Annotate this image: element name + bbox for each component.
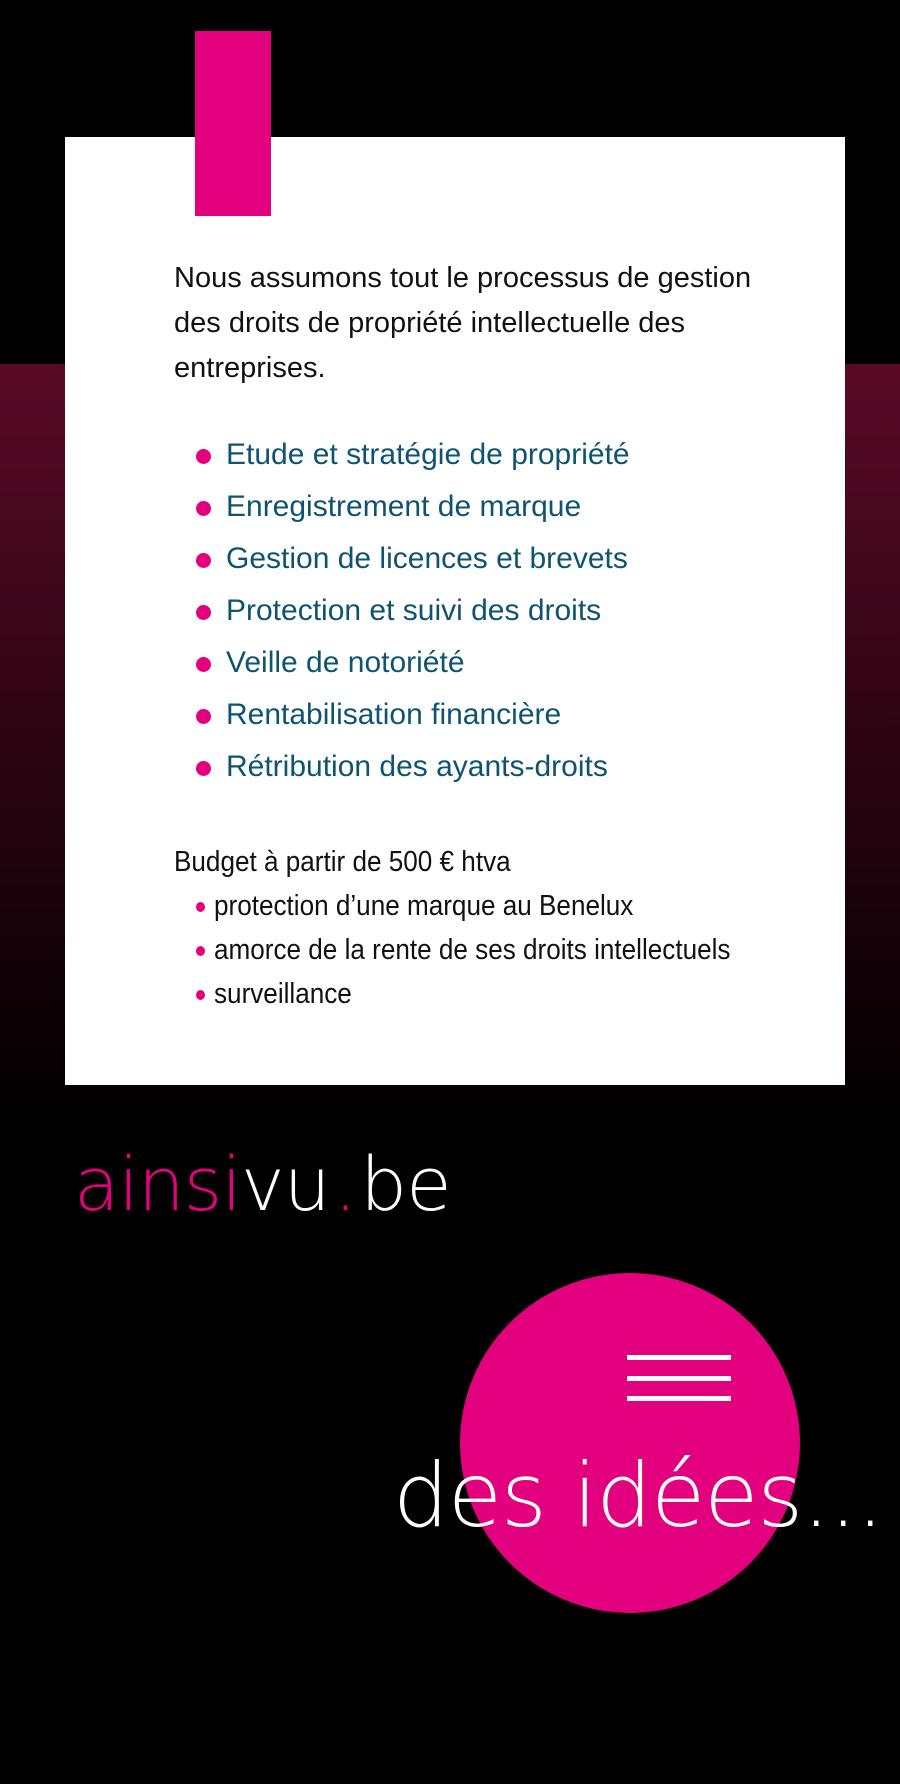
- logo-tld: be: [360, 1142, 451, 1228]
- logo-part-vu: vu: [240, 1142, 330, 1228]
- hamburger-menu-icon[interactable]: [627, 1355, 731, 1401]
- pink-tab-marker: [195, 31, 271, 216]
- budget-list: [196, 884, 816, 1016]
- list-item: Enregistrement de marque: [196, 481, 796, 533]
- list-item: protection d’une marque au Benelux: [196, 884, 754, 928]
- ainsivu-logo[interactable]: [74, 1140, 451, 1230]
- intro-text: Nous assumons tout le processus de gestion des droits de propriété intellectuelle des entreprises.: [174, 262, 752, 384]
- list-item: Protection et suivi des droits: [196, 585, 796, 637]
- menu-line: [627, 1376, 731, 1381]
- menu-line: [627, 1355, 731, 1360]
- logo-dot: .: [333, 1142, 357, 1228]
- tagline: des idées...: [393, 1444, 884, 1547]
- list-item: Etude et stratégie de propriété: [196, 429, 796, 481]
- services-list: [196, 429, 796, 793]
- list-item: surveillance: [196, 972, 754, 1016]
- list-item: Rétribution des ayants-droits: [196, 741, 796, 793]
- logo-part-ainsi: ainsi: [74, 1142, 241, 1228]
- menu-line: [627, 1396, 731, 1401]
- list-item: Gestion de licences et brevets: [196, 533, 796, 585]
- list-item: Veille de notoriété: [196, 637, 796, 689]
- list-item: Rentabilisation financière: [196, 689, 796, 741]
- budget-title: Budget à partir de 500 € htva: [174, 846, 511, 878]
- pink-circle: [460, 1273, 800, 1613]
- list-item: amorce de la rente de ses droits intellectuels: [196, 928, 754, 972]
